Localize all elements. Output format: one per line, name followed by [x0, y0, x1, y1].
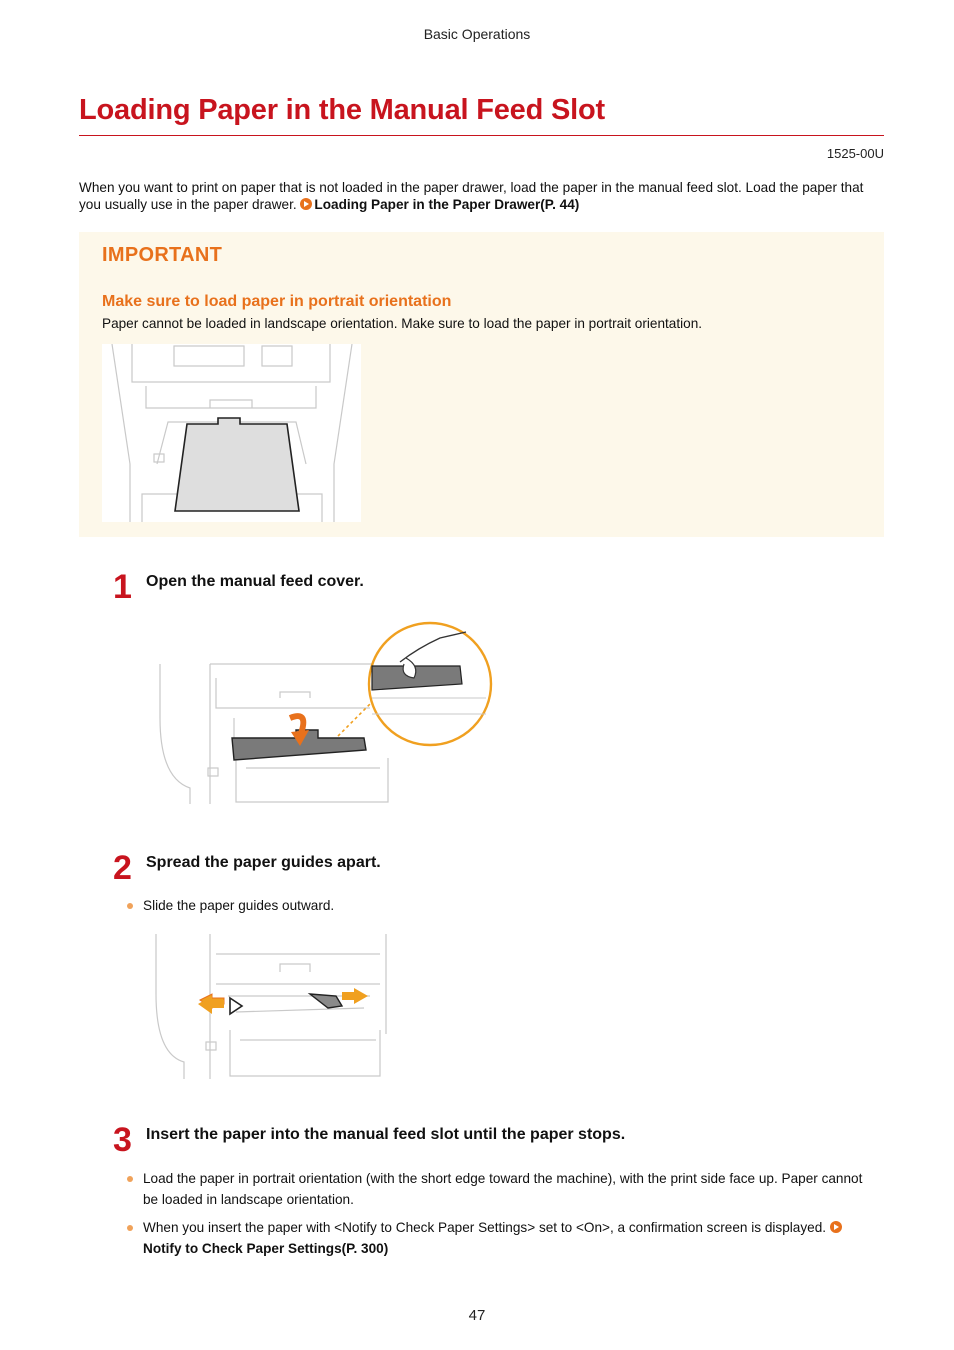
important-text: Paper cannot be loaded in landscape orientation. Make sure to load the paper in portrait orientation.: [102, 316, 703, 331]
step-1-number: 1: [113, 568, 132, 606]
step-2-bullet-1-text: Slide the paper guides outward.: [143, 898, 335, 913]
bullet-dot-icon: [127, 1225, 133, 1231]
bullet-dot-icon: [127, 903, 133, 909]
link-arrow-icon: [300, 198, 312, 210]
title-divider: [79, 135, 884, 136]
step-2-bullet-1: [143, 895, 883, 916]
step-1-title: Open the manual feed cover.: [146, 573, 364, 590]
step-3-bullet-1: [143, 1168, 881, 1210]
open-cover-illustration: [150, 618, 495, 804]
step-3-bullet-2-text: When you insert the paper with <Notify to Check Paper Settings> set to <On>, a confirmation screen is displayed.: [143, 1220, 830, 1235]
running-header: Basic Operations: [423, 26, 531, 42]
document-id: 1525-00U: [826, 146, 884, 161]
step-2-number: 2: [113, 849, 132, 887]
link-paper-drawer[interactable]: [300, 197, 579, 212]
step-3-bullet-1-text: Load the paper in portrait orientation (with the short edge toward the machine), with the print side face up. Paper cannot be loaded in landscape orientation.: [143, 1171, 863, 1207]
bullet-dot-icon: [127, 1176, 133, 1182]
spread-guides-illustration: [150, 934, 390, 1079]
intro-paragraph: [79, 179, 884, 213]
link-paper-drawer-label: Loading Paper in the Paper Drawer(P. 44): [314, 197, 580, 212]
page-title: Loading Paper in the Manual Feed Slot: [79, 94, 605, 126]
step-3-bullet-2: [143, 1217, 881, 1259]
intro-text: When you want to print on paper that is not loaded in the paper drawer, load the paper in the manual feed slot. Load the paper that you usually use in the paper drawer.: [79, 180, 864, 212]
step-2-title: Spread the paper guides apart.: [146, 854, 381, 871]
link-notify-paper-settings-label: Notify to Check Paper Settings(P. 300): [143, 1241, 389, 1256]
important-heading: Make sure to load paper in portrait orientation: [102, 293, 452, 310]
step-3-number: 3: [113, 1121, 132, 1159]
step-3-title: Insert the paper into the manual feed slot until the paper stops.: [146, 1126, 626, 1143]
important-label: IMPORTANT: [102, 244, 223, 266]
page-number: 47: [468, 1307, 486, 1324]
portrait-paper-illustration: [102, 344, 361, 522]
link-arrow-icon: [830, 1221, 842, 1233]
